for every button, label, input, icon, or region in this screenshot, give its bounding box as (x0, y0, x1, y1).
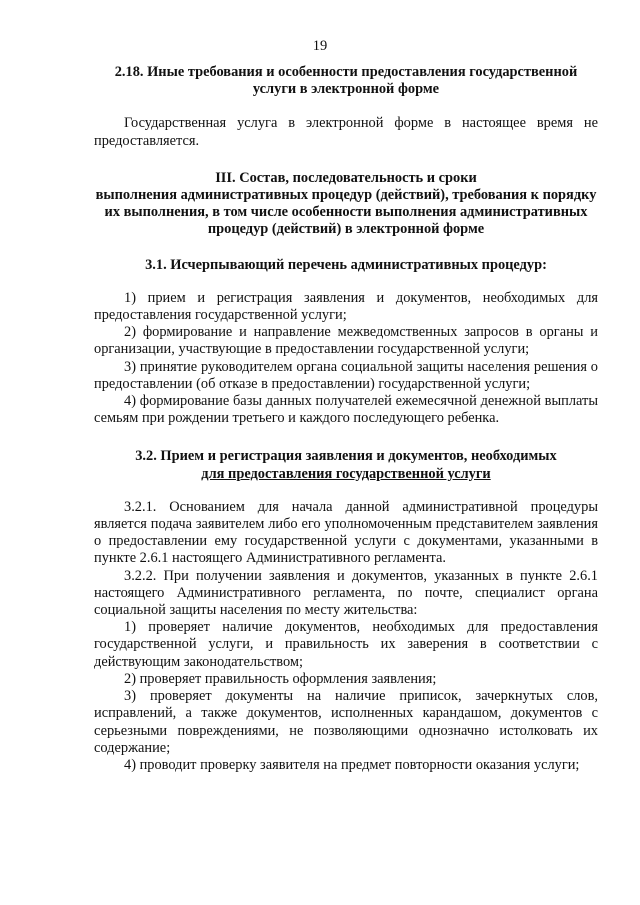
list-item: 4) проводит проверку заявителя на предмет повторности оказания услуги; (124, 756, 580, 773)
heading-3-2-line1: 3.2. Прием и регистрация заявления и документов, необходимых (135, 448, 557, 465)
list-item: 3) проверяет документы на наличие приписок, зачеркнутых слов, исправлений, а также документов, исполненных карандашом, документов с серьезными повреждениями, не позволяющими однозначно истолковать их содержание; (94, 688, 598, 756)
paragraph-3-2-2: 3.2.2. При получении заявления и документов, указанных в пункте 2.6.1 настоящего Административного регламента, по почте, специалист органа социальной защиты населения по месту жительства: (94, 567, 598, 619)
list-item: 3) принятие руководителем органа социальной защиты населения решения о предоставлении (об отказе в предоставлении) государственной услуги; (94, 358, 598, 392)
page-number: 19 (312, 38, 328, 54)
heading-2-18: 2.18. Иные требования и особенности предоставления государственной услуги в электронной форме (114, 64, 578, 98)
heading-section-3-line1: III. Состав, последовательность и сроки (215, 169, 477, 186)
paragraph-2-18-text: Государственная услуга в электронной форме в настоящее время не предоставляется. (94, 115, 598, 149)
list-item: 1) проверяет наличие документов, необходимых для предоставления государственной услуги, и правильность их заверения в соответствии с действующим законодательством; (94, 619, 598, 670)
list-item: 1) прием и регистрация заявления и документов, необходимых для предоставления государственной услуги; (94, 289, 598, 324)
list-item: 2) формирование и направление межведомственных запросов в органы и организации, участвующие в предоставлении государственной услуги; (94, 324, 598, 358)
heading-3-1: 3.1. Исчерпывающий перечень административных процедур: (145, 256, 547, 273)
heading-section-3-rest: выполнения административных процедур (действий), требования к порядку их выполнения, в том числе особенности выполнения административных процедур (действий) в электронной форме (95, 187, 597, 238)
document-body (94, 64, 598, 774)
list-item: 2) проверяет правильность оформления заявления; (124, 670, 437, 687)
heading-3-2-underlined: для предоставления государственной услуги (201, 465, 491, 482)
list-item: 4) формирование базы данных получателей ежемесячной денежной выплаты семьям при рождении третьего и каждого последующего ребенка. (94, 393, 598, 427)
heading-3-2-line2 (94, 466, 598, 483)
paragraph-3-2-1: 3.2.1. Основанием для начала данной административной процедуры является подача заявителем либо его уполномоченным представителем заявления о предоставлении ему государственной услуги с документами, указанными в пункте 2.6.1 настоящего Административного регламента. (94, 498, 598, 567)
